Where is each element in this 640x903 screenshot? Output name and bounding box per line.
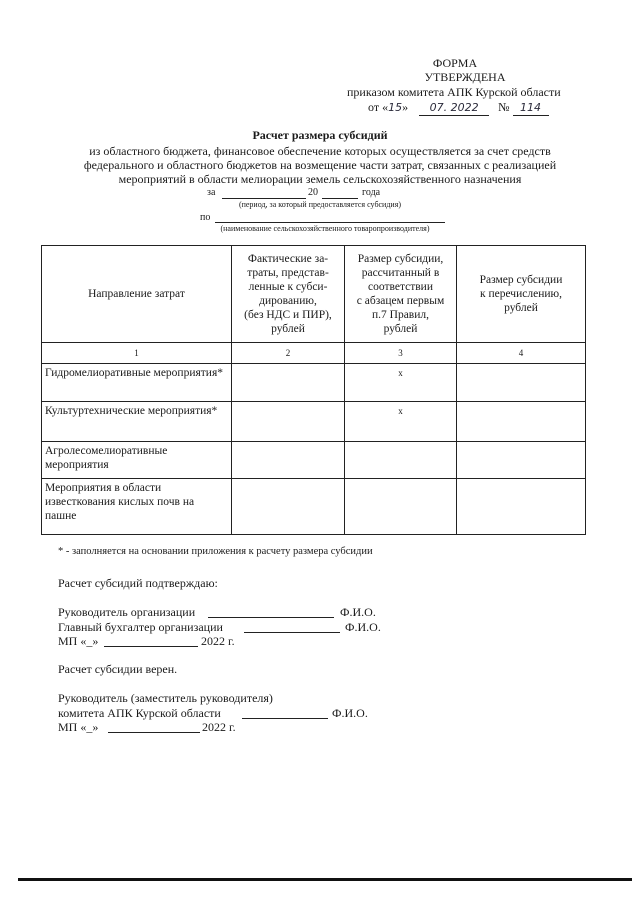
table-row [42, 479, 586, 535]
row-label: Гидромелиоративные мероприятия* [42, 364, 232, 402]
date-close: » [402, 100, 409, 114]
accountant-signature-line[interactable] [244, 632, 340, 633]
confirm-heading: Расчет субсидий подтверждаю: [58, 576, 218, 590]
footnote: * - заполняется на основании приложения к расчету размера субсидии [58, 546, 373, 557]
table-number-row [42, 343, 586, 364]
column-number: 4 [457, 343, 586, 364]
head-org-signature-line[interactable] [208, 617, 334, 618]
table-header-row [42, 246, 586, 343]
form-label: ФОРМА [432, 56, 478, 70]
confirm-mp-prefix: МП «_» [58, 634, 99, 648]
header-transfer-subsidy: Размер субсидии к перечислению, рублей [457, 246, 586, 343]
intro-line-1: из областного бюджета, финансовое обеспечение которых осуществляется за счет средств [89, 144, 551, 158]
verify-signature-line[interactable] [242, 718, 328, 719]
order-line: приказом комитета АПК Курской области [347, 85, 561, 99]
cell-actual-costs[interactable] [232, 442, 345, 479]
intro-line-2: федерального и областного бюджетов на возмещение части затрат, связанных с реализацией [83, 158, 557, 172]
accountant-label: Главный бухгалтер организации [58, 620, 223, 634]
cell-transfer-subsidy[interactable] [457, 479, 586, 535]
row-label: Культуртехнические мероприятия* [42, 402, 232, 442]
verify-head-line-1: Руководитель (заместитель руководителя) [58, 691, 273, 705]
column-number: 1 [42, 343, 232, 364]
cell-actual-costs[interactable] [232, 402, 345, 442]
verify-heading: Расчет субсидии верен. [58, 662, 178, 676]
order-date-line [368, 100, 608, 116]
cell-actual-costs[interactable] [232, 364, 345, 402]
intro-line-3: мероприятий в области мелиорации земель сельскохозяйственного назначения [118, 172, 522, 186]
verify-head-line-2: комитета АПК Курской области [58, 706, 221, 720]
producer-prefix: по [200, 212, 211, 223]
order-number: 114 [513, 101, 549, 116]
row-label: Агролесомелиоративные мероприятия [42, 442, 232, 479]
number-sign: № [498, 100, 510, 114]
bottom-border-line [18, 878, 632, 881]
approved-label: УТВЕРЖДЕНА [424, 70, 506, 84]
date-prefix: от « [368, 100, 389, 114]
column-number: 2 [232, 343, 345, 364]
cell-actual-costs[interactable] [232, 479, 345, 535]
header-actual-costs: Фактические за- траты, представ- ленные к субси- дированию, (без НДС и ПИР), рублей [232, 246, 345, 343]
cell-calculated-subsidy[interactable] [345, 479, 457, 535]
table-row [42, 364, 586, 402]
document-title: Расчет размера субсидий [252, 128, 388, 142]
accountant-fio: Ф.И.О. [345, 620, 381, 634]
confirm-mp-date-line[interactable] [104, 646, 198, 647]
period-year: 20 [308, 187, 318, 198]
cell-transfer-subsidy[interactable] [457, 364, 586, 402]
verify-mp-prefix: МП «_» [58, 720, 99, 734]
cell-transfer-subsidy[interactable] [457, 442, 586, 479]
table-row [42, 442, 586, 479]
head-org-label: Руководитель организации [58, 605, 196, 619]
date-month-year: 07. 2022 [419, 101, 489, 116]
row-label: Мероприятия в области известкования кислых почв на пашне [42, 479, 232, 535]
head-org-fio: Ф.И.О. [340, 605, 376, 619]
date-day: 15 [388, 101, 403, 114]
header-calculated-subsidy: Размер субсидии, рассчитанный в соответствии с абзацем первым п.7 Правил, рублей [345, 246, 457, 343]
producer-underline [215, 222, 445, 223]
confirm-mp-year: 2022 г. [201, 634, 235, 648]
period-year-underline [322, 198, 358, 199]
cell-calculated-subsidy[interactable] [345, 442, 457, 479]
period-caption: (период, за который предоставляется субсидия) [238, 200, 402, 209]
producer-caption: (наименование сельскохозяйственного товаропроизводителя) [220, 224, 430, 233]
table-row [42, 402, 586, 442]
verify-mp-date-line[interactable] [108, 732, 200, 733]
period-prefix: за [207, 187, 216, 198]
verify-fio: Ф.И.О. [332, 706, 368, 720]
cell-calculated-subsidy[interactable]: х [345, 364, 457, 402]
period-underline [222, 198, 306, 199]
verify-mp-year: 2022 г. [202, 720, 236, 734]
header-direction: Направление затрат [42, 246, 232, 343]
subsidy-table [41, 245, 586, 535]
cell-calculated-subsidy[interactable]: х [345, 402, 457, 442]
cell-transfer-subsidy[interactable] [457, 402, 586, 442]
column-number: 3 [345, 343, 457, 364]
period-suffix: года [362, 187, 381, 198]
